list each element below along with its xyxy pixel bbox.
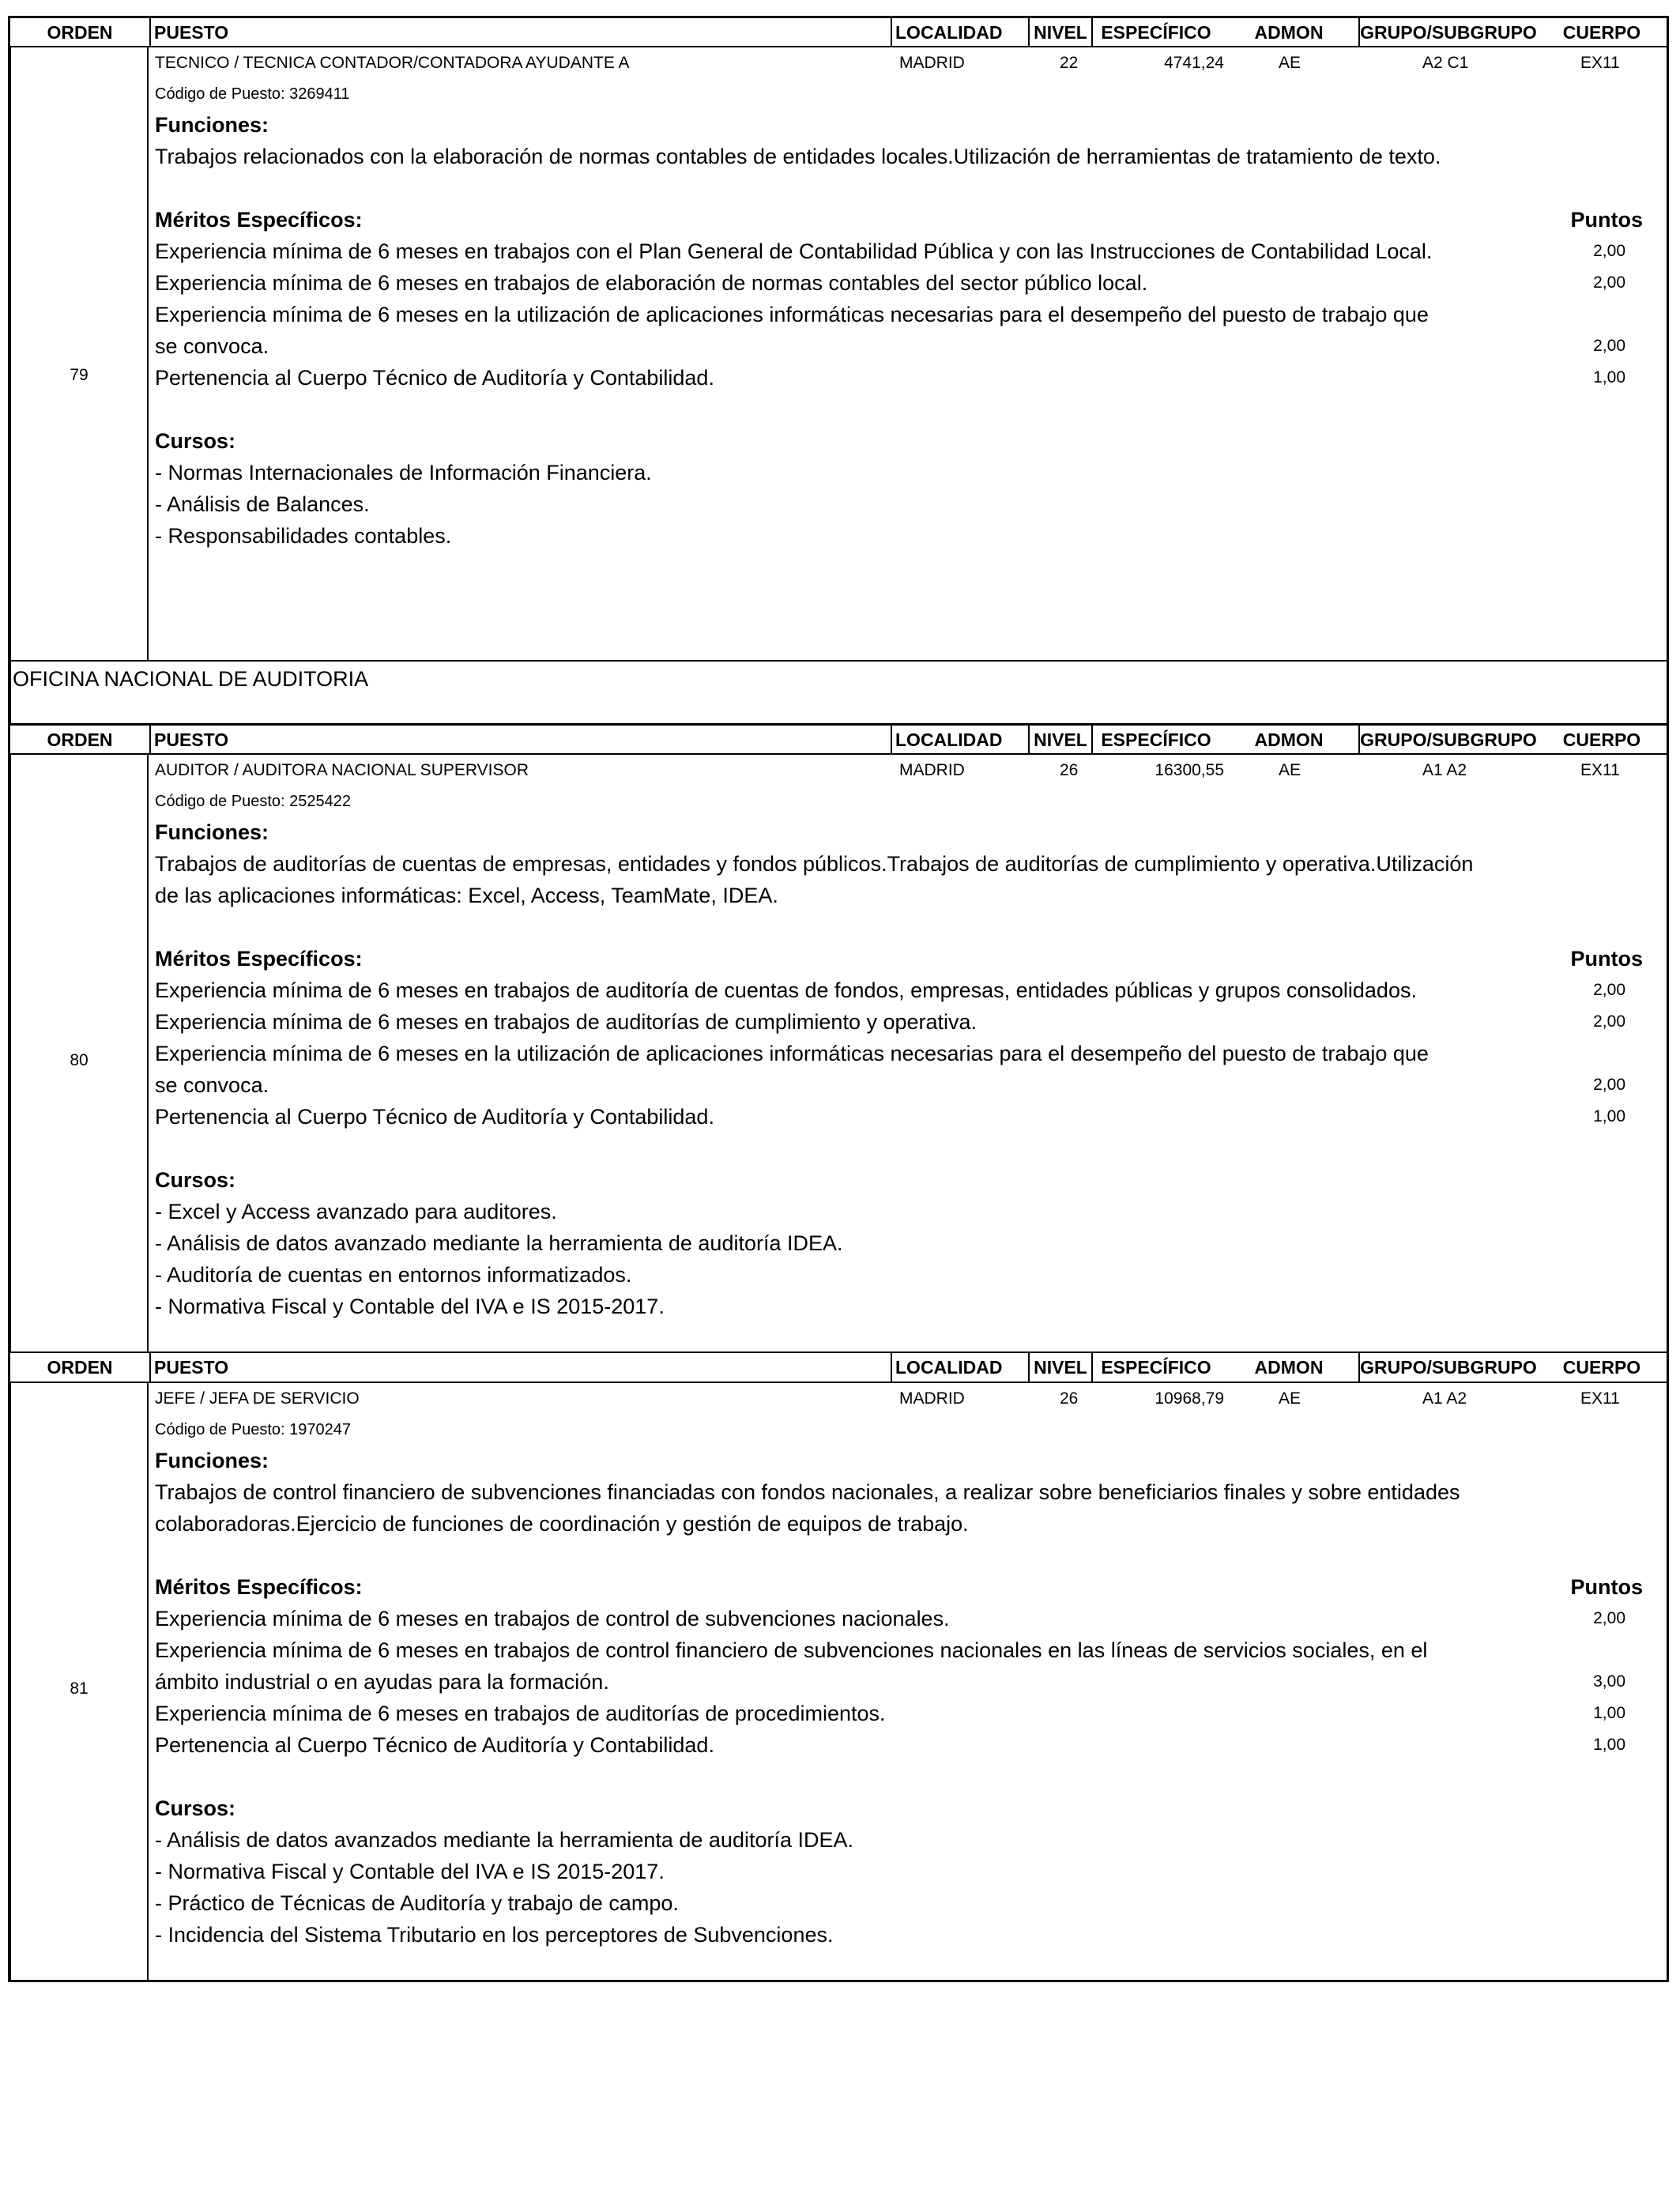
header-admon: ADMON: [1254, 729, 1324, 750]
localidad-value: MADRID: [899, 761, 965, 779]
header-especifico: ESPECÍFICO: [1091, 1353, 1219, 1382]
merit-points: 2,00: [1593, 1012, 1625, 1031]
merit-points: 1,00: [1593, 368, 1625, 386]
curso-item: - Práctico de Técnicas de Auditoría y trabajo de campo.: [155, 1891, 679, 1915]
merit-item: Experiencia mínima de 6 meses en trabajos de control de subvenciones nacionales. 2,00: [155, 1607, 1625, 1630]
orden-number: 81: [70, 1679, 89, 1698]
merit-item: Experiencia mínima de 6 meses en trabajos de elaboración de normas contables del sector público local. 2,00: [155, 271, 1625, 295]
curso-item: - Análisis de datos avanzado mediante la herramienta de auditoría IDEA.: [155, 1231, 843, 1255]
merit-points: 2,00: [1593, 1609, 1625, 1627]
job-entry-81: [8, 1383, 1669, 1980]
job-summary-line: [155, 755, 1643, 786]
merit-item: Pertenencia al Cuerpo Técnico de Auditoría y Contabilidad. 1,00: [155, 366, 1625, 390]
header-grupo: GRUPO/SUBGRUPO: [1358, 726, 1537, 754]
merit-points: 2,00: [1593, 273, 1625, 292]
document-page: [8, 16, 1669, 1982]
merit-item: Experiencia mínima de 6 meses en la utilización de aplicaciones informáticas necesarias para el desempeño del puesto de trabajo que se convoca. 2,00: [155, 1042, 1625, 1097]
merit-points: 1,00: [1593, 1736, 1625, 1754]
job-entry-80: [8, 755, 1669, 1351]
section-title-row: [8, 660, 1669, 723]
curso-item: - Responsabilidades contables.: [155, 524, 452, 548]
header-grupo: GRUPO/SUBGRUPO: [1358, 18, 1537, 47]
merit-item: Experiencia mínima de 6 meses en la utilización de aplicaciones informáticas necesarias para el desempeño del puesto de trabajo que se convoca. 2,00: [155, 303, 1625, 358]
especifico-value: 4741,24: [1164, 54, 1224, 72]
merit-points: 2,00: [1593, 1076, 1625, 1094]
header-admon: ADMON: [1254, 22, 1324, 43]
merit-item: Experiencia mínima de 6 meses en trabajos de auditoría de cuentas de fondos, empresas, entidades públicas y grupos consolidados. 2,00: [155, 978, 1625, 1002]
header-nivel: NIVEL: [1028, 1353, 1091, 1382]
orden-number: 79: [70, 366, 89, 384]
merit-points: 2,00: [1593, 981, 1625, 999]
nivel-value: 26: [1060, 761, 1079, 779]
especifico-value: 16300,55: [1155, 761, 1224, 779]
meritos-label: Méritos Específicos:: [155, 1575, 363, 1599]
header-orden: ORDEN: [47, 1357, 113, 1378]
table-header: [8, 1351, 1669, 1383]
header-nivel: NIVEL: [1028, 726, 1091, 754]
merit-points: 1,00: [1593, 1107, 1625, 1125]
section-title: OFICINA NACIONAL DE AUDITORIA: [13, 667, 369, 691]
header-orden: ORDEN: [47, 22, 113, 43]
cuerpo-value: EX11: [1580, 761, 1620, 779]
funciones-label: Funciones:: [155, 113, 269, 137]
funciones-label: Funciones:: [155, 1449, 269, 1472]
curso-item: - Auditoría de cuentas en entornos informatizados.: [155, 1263, 632, 1287]
header-cuerpo: CUERPO: [1562, 22, 1641, 43]
funciones-text: Trabajos de auditorías de cuentas de empresas, entidades y fondos públicos.Trabajos de auditorías de cumplimiento y operativa.Utilización de las aplicaciones informáticas: Excel, Access, TeamMate, IDEA.: [155, 852, 1474, 907]
puesto-value: AUDITOR / AUDITORA NACIONAL SUPERVISOR: [155, 761, 529, 779]
header-puesto: PUESTO: [149, 726, 891, 754]
especifico-value: 10968,79: [1155, 1389, 1224, 1408]
merit-item: Experiencia mínima de 6 meses en trabajos de auditorías de procedimientos. 1,00: [155, 1702, 1625, 1725]
header-localidad: LOCALIDAD: [891, 726, 1028, 754]
grupo-value: A1 A2: [1422, 1389, 1467, 1408]
curso-item: - Normativa Fiscal y Contable del IVA e IS 2015-2017.: [155, 1295, 665, 1318]
header-puesto: PUESTO: [149, 1353, 891, 1382]
table-header: [8, 16, 1669, 47]
cuerpo-value: EX11: [1580, 1389, 1620, 1408]
cursos-label: Cursos:: [155, 429, 236, 453]
meritos-label: Méritos Específicos:: [155, 208, 363, 232]
header-orden: ORDEN: [47, 729, 113, 750]
admon-value: AE: [1279, 761, 1301, 779]
curso-item: - Normas Internacionales de Información Financiera.: [155, 461, 652, 484]
merit-item: Experiencia mínima de 6 meses en trabajos con el Plan General de Contabilidad Pública y con las Instrucciones de Contabilidad Local. 2,00: [155, 239, 1625, 263]
curso-item: - Incidencia del Sistema Tributario en los perceptores de Subvenciones.: [155, 1923, 834, 1947]
merit-points: 2,00: [1593, 337, 1625, 355]
cursos-label: Cursos:: [155, 1168, 236, 1192]
header-admon: ADMON: [1254, 1357, 1324, 1378]
curso-item: - Excel y Access avanzado para auditores.: [155, 1200, 557, 1223]
curso-item: - Análisis de Balances.: [155, 492, 370, 516]
nivel-value: 26: [1060, 1389, 1079, 1408]
header-localidad: LOCALIDAD: [891, 18, 1028, 47]
cursos-label: Cursos:: [155, 1796, 236, 1820]
header-cuerpo: CUERPO: [1562, 729, 1641, 750]
job-entry-79: [8, 47, 1669, 660]
funciones-label: Funciones:: [155, 820, 269, 844]
table-bottom-border: [8, 1980, 1669, 1982]
orden-column: [11, 47, 149, 660]
job-summary-line: [155, 1383, 1643, 1415]
header-grupo: GRUPO/SUBGRUPO: [1358, 1353, 1537, 1382]
localidad-value: MADRID: [899, 1389, 965, 1408]
meritos-label: Méritos Específicos:: [155, 947, 363, 971]
orden-number: 80: [70, 1051, 89, 1069]
job-summary-line: [155, 47, 1643, 79]
codigo-puesto: Código de Puesto: 3269411: [155, 85, 350, 103]
codigo-puesto: Código de Puesto: 2525422: [155, 793, 351, 810]
cuerpo-value: EX11: [1580, 54, 1620, 72]
puesto-value: TECNICO / TECNICA CONTADOR/CONTADORA AYUDANTE A: [155, 54, 630, 72]
header-cuerpo: CUERPO: [1562, 1357, 1641, 1378]
merit-points: 2,00: [1593, 242, 1625, 260]
merit-points: 1,00: [1593, 1704, 1625, 1722]
codigo-puesto: Código de Puesto: 1970247: [155, 1421, 351, 1438]
grupo-value: A2 C1: [1422, 54, 1469, 72]
puntos-label: Puntos: [1570, 208, 1643, 232]
admon-value: AE: [1279, 54, 1301, 72]
admon-value: AE: [1279, 1389, 1301, 1408]
merit-points: 3,00: [1593, 1672, 1625, 1691]
nivel-value: 22: [1060, 54, 1079, 72]
funciones-text: Trabajos de control financiero de subvenciones financiadas con fondos nacionales, a realizar sobre beneficiarios finales y sobre entidades colaboradoras.Ejercicio de funciones de coordinación y gestión de equipos de trabajo.: [155, 1480, 1460, 1536]
header-especifico: ESPECÍFICO: [1091, 18, 1219, 47]
merit-item: Pertenencia al Cuerpo Técnico de Auditoría y Contabilidad. 1,00: [155, 1733, 1625, 1757]
puntos-label: Puntos: [1570, 1575, 1643, 1599]
merit-item: Experiencia mínima de 6 meses en trabajos de auditorías de cumplimiento y operativa. 2,00: [155, 1010, 1625, 1034]
header-nivel: NIVEL: [1028, 18, 1091, 47]
header-especifico: ESPECÍFICO: [1091, 726, 1219, 754]
header-puesto: PUESTO: [149, 18, 891, 47]
curso-item: - Análisis de datos avanzados mediante la herramienta de auditoría IDEA.: [155, 1828, 854, 1852]
merit-item: Pertenencia al Cuerpo Técnico de Auditoría y Contabilidad. 1,00: [155, 1105, 1625, 1129]
header-localidad: LOCALIDAD: [891, 1353, 1028, 1382]
grupo-value: A1 A2: [1422, 761, 1467, 779]
curso-item: - Normativa Fiscal y Contable del IVA e IS 2015-2017.: [155, 1860, 665, 1883]
table-header: [8, 723, 1669, 755]
puesto-value: JEFE / JEFA DE SERVICIO: [155, 1389, 360, 1408]
localidad-value: MADRID: [899, 54, 965, 72]
merit-item: Experiencia mínima de 6 meses en trabajos de control financiero de subvenciones nacionales en las líneas de servicios sociales, en el ámbito industrial o en ayudas para la formación. 3,00: [155, 1638, 1625, 1694]
puntos-label: Puntos: [1570, 947, 1643, 971]
funciones-text: Trabajos relacionados con la elaboración de normas contables de entidades locales.Utilización de herramientas de tratamiento de texto.: [155, 145, 1441, 168]
